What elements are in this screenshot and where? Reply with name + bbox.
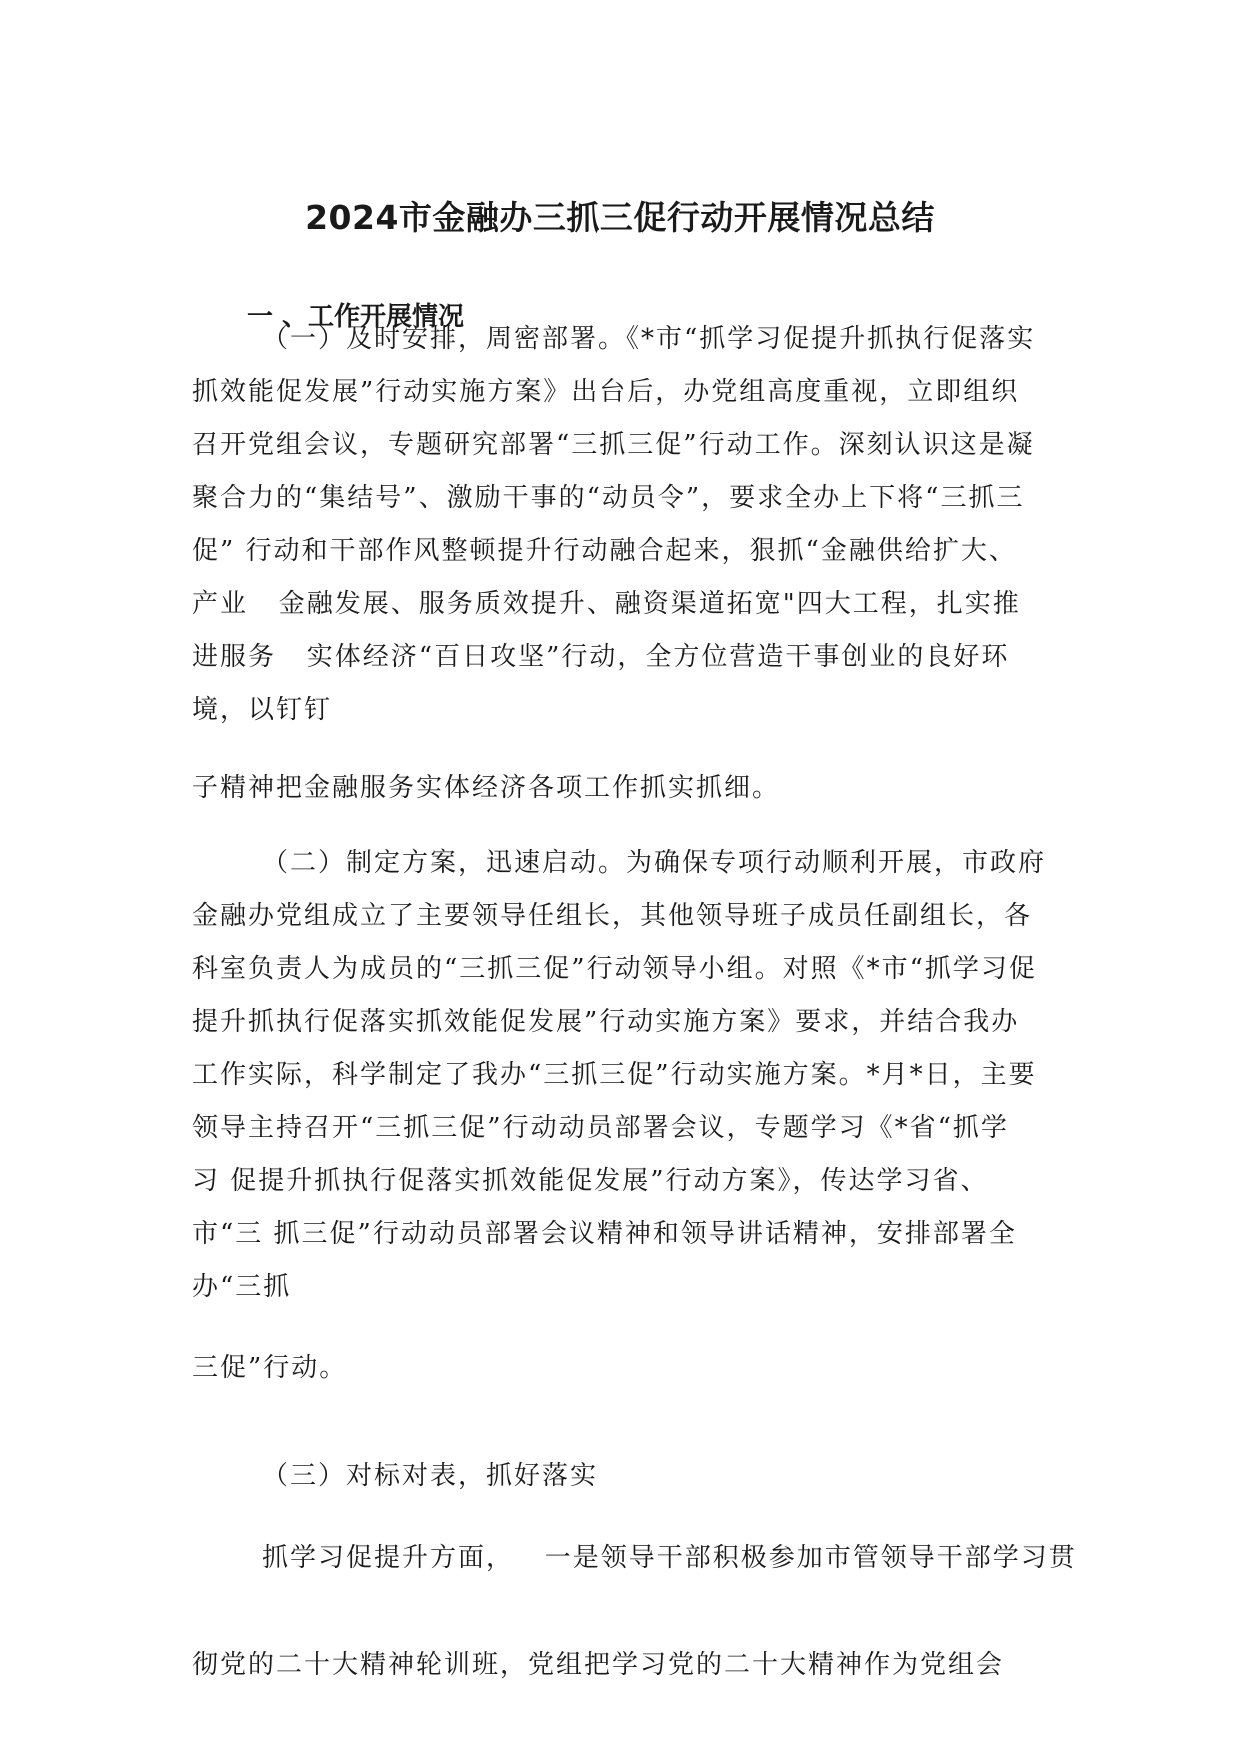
paragraph-line: （二）制定方案，迅速启动。为确保专项行动顺利开展，市政府 [262,848,1047,878]
paragraph-line: 子精神把金融服务实体经济各项工作抓实抓细。 [192,773,781,803]
paragraph-line: 抓学习促提升方面， 一是领导干部积极参加市管领导干部学习贯 [262,1543,1077,1573]
paragraph-line: 办“三抓 [192,1272,292,1302]
paragraph-line: （一）及时安排，周密部署。《*市“抓学习促提升抓执行促落实 [262,324,1036,354]
section-heading: 一 、工作开展情况 [247,302,465,332]
paragraph-line: 习 促提升抓执行促落实抓效能促发展”行动方案》，传达学习省、 [192,1166,989,1196]
subsection-heading: （三）对标对表，抓好落实 [262,1461,599,1491]
paragraph-line: 金融办党组成立了主要领导任组长，其他领导班子成员任副组长，各 [192,901,1033,931]
paragraph-line: 科室负责人为成员的“三抓三促”行动领导小组。对照《*市“抓学习促 [192,954,1037,984]
paragraph-line: 产业 金融发展、服务质效提升、融资渠道拓宽"四大工程，扎实推 [192,589,1021,619]
paragraph-line: 提升抓执行促落实抓效能促发展”行动实施方案》要求，并结合我办 [192,1007,1020,1037]
paragraph-line: 三促”行动。 [192,1353,348,1383]
paragraph-line: 市“三 抓三促”行动动员部署会议精神和领导讲话精神，安排部署全 [192,1219,1017,1249]
paragraph-line: 召开党组会议，专题研究部署“三抓三促”行动工作。深刻认识这是凝 [192,430,1035,460]
paragraph-line: 境，以钉钉 [192,695,333,725]
paragraph-line: 抓效能促发展”行动实施方案》出台后，办党组高度重视，立即组织 [192,377,1020,407]
paragraph-line: 聚合力的“集结号”、激励干事的“动员令”，要求全办上下将“三抓三 [192,483,1025,513]
paragraph-line: 工作实际，科学制定了我办“三抓三促”行动实施方案。*月*日，主要 [192,1060,1037,1090]
paragraph-line: 促” 行动和干部作风整顿提升行动融合起来，狠抓“金融供给扩大、 [192,536,1017,566]
document-title: 2024市金融办三抓三促行动开展情况总结 [305,198,935,237]
paragraph-line: 领导主持召开“三抓三促”行动动员部署会议，专题学习《*省“抓学 [192,1113,1009,1143]
paragraph-line: 彻党的二十大精神轮训班，党组把学习党的二十大精神作为党组会 [192,1650,1005,1680]
paragraph-line: 进服务 实体经济“百日攻坚”行动，全方位营造干事创业的良好环 [192,642,1010,672]
